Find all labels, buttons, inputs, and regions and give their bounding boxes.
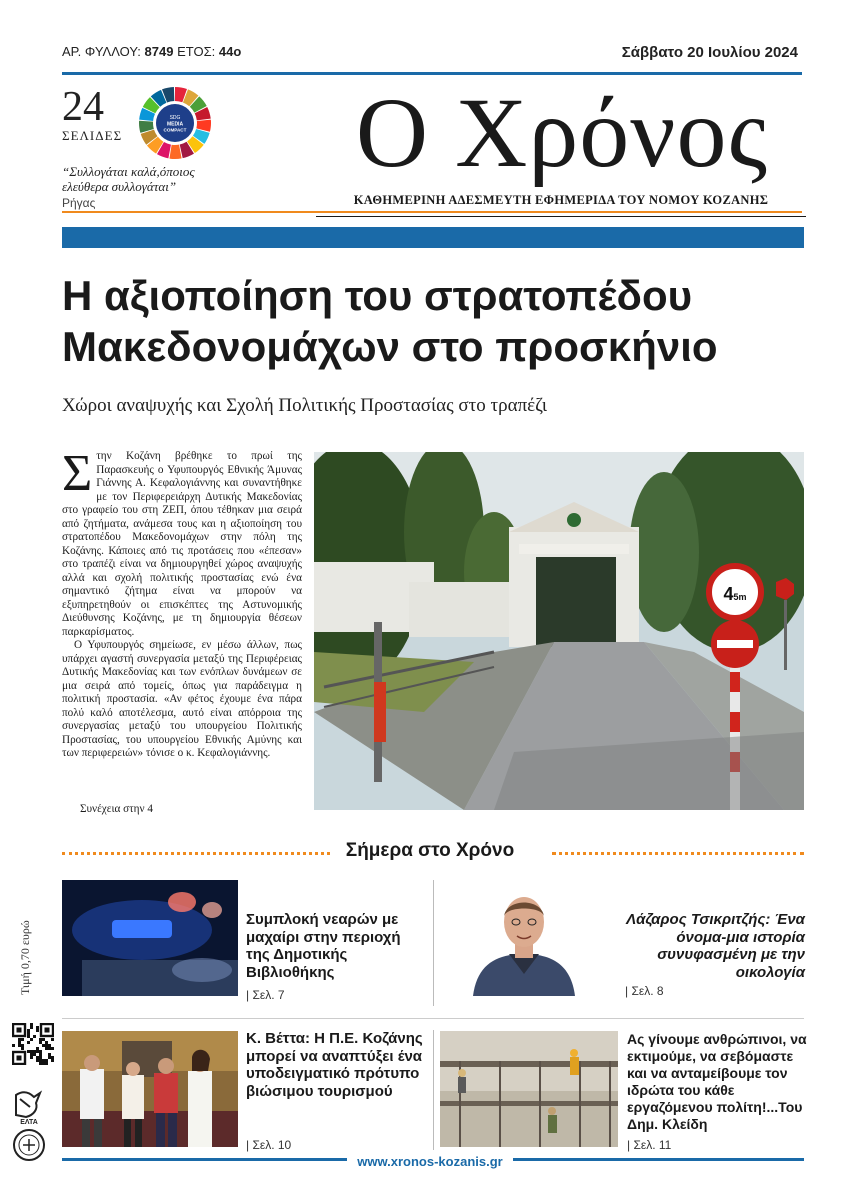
story-1-title[interactable]: Συμπλοκή νεαρών με μαχαίρι στην περιοχή της Δημοτικής Βιβλιοθήκης [246, 911, 401, 981]
price-text: Τιμή 0,70 ευρώ [18, 920, 32, 995]
height-limit-unit: 5m [733, 592, 747, 602]
story-3-title[interactable]: Κ. Βέττα: Η Π.Ε. Κοζάνης μπορεί να αναπτύξει ένα υποδειγματικό πρότυπο βιώσιμου τουρισμού [246, 1030, 423, 1100]
header-top-rule [62, 72, 802, 75]
masthead-orange-rule [62, 211, 802, 213]
lead-headline[interactable]: Η αξιοποίηση του στρατοπέδου Μακεδονομάχων στο προσκήνιο [62, 272, 718, 370]
qr-cell [27, 1032, 30, 1035]
story-2-title[interactable]: Λάζαρος Τσικριτζής: Ένα όνομα-μια ιστορία συνυφασμένη με την οικολογία [626, 911, 805, 981]
story-4-title[interactable]: Ας γίνουμε ανθρώπινοι, να εκτιμούμε, να σεβόμαστε και να ανταμείβουμε τον ιδρώτα του κάθε εργαζόμενου πολίτη!...Του Δημ. Κλείδη [627, 1031, 807, 1132]
qr-cell [30, 1050, 33, 1053]
header-blue-band [62, 227, 804, 248]
footer-website [0, 1153, 860, 1171]
sdg-segment [169, 145, 181, 159]
qr-cell [18, 1041, 21, 1044]
qr-cell [45, 1041, 48, 1044]
story-4-page: | Σελ. 11 [627, 1138, 672, 1152]
lead-paragraph-1-text: την Κοζάνη βρέθηκε το πρωί της Παρασκευής ο Υφυπουργός Εθνικής Άμυνας Γιάννης Α. Κεφαλογιάννης και συναντήθηκε με τον Περιφερειάρχη Δυτικής Μακεδονίας στο γραφείο του στη ΖΕΠ, όπου τέθηκαν μια σειρά από ζητήματα, ανάμεσα τους και η αξιοποίηση του στρατοπέδου Μακεδονομάχων στην πόλη της Κοζάνης. Κάποιες από τις προτάσεις που «έπεσαν» στο τραπέζι είναι να δημιουργηθεί χώρος αναψυχής αλλά και σχολή πολιτικής προστασίας ενώ ένα σημαντικό ζήτημα είναι να μπορούν να εξυπηρετηθούν οι επισκέπτες της Αστυνομικής Διεύθυνσης Κοζάνης, με τη δημιουργία θέσεων παρκαρίσματος. [62, 450, 302, 638]
qr-cell [27, 1050, 30, 1053]
elta-text: ΕΛΤΑ [20, 1119, 38, 1125]
issue-date: Σάββατο 20 Ιουλίου 2024 [621, 44, 798, 61]
qr-cell [18, 1038, 21, 1041]
masthead-black-rule [316, 216, 806, 217]
qr-cell [30, 1053, 33, 1056]
qr-cell [21, 1038, 24, 1041]
qr-cell [36, 1059, 39, 1062]
qr-cell [33, 1035, 36, 1038]
qr-cell [33, 1053, 36, 1056]
qr-cell [39, 1059, 42, 1062]
qr-cell [51, 1047, 54, 1050]
height-limit-value: 4 [723, 584, 734, 604]
qr-cell [21, 1044, 24, 1047]
qr-cell [33, 1050, 36, 1053]
story-3-page: | Σελ. 10 [246, 1138, 292, 1152]
pages-label: ΣΕΛΙΔΕΣ [62, 128, 123, 143]
dropcap-letter: Σ [62, 445, 93, 502]
qr-cell [42, 1062, 45, 1065]
lead-paragraph-1 [62, 445, 302, 639]
qr-cell [48, 1044, 51, 1047]
qr-code-icon[interactable] [12, 1023, 54, 1065]
qr-cell [36, 1056, 39, 1059]
qr-cell [42, 1044, 45, 1047]
qr-cell [39, 1038, 42, 1041]
qr-cell [51, 1038, 54, 1041]
qr-cell [39, 1062, 42, 1065]
lead-article-body [62, 445, 302, 761]
story-2-photo-portrait[interactable] [463, 882, 585, 996]
sdg-text-3: COMPACT [163, 127, 187, 133]
qr-cell [48, 1047, 51, 1050]
qr-cell [30, 1023, 33, 1026]
qr-cell [27, 1029, 30, 1032]
price-label [16, 905, 36, 995]
qr-cell [45, 1062, 48, 1065]
story-2-page: | Σελ. 8 [625, 984, 664, 998]
qr-cell [42, 1038, 45, 1041]
header-quote: “Συλλογάται καλά,όποιος ελεύθερα συλλογάται” [62, 164, 195, 194]
qr-cell [42, 1059, 45, 1062]
qr-cell [45, 1047, 48, 1050]
issue-label: ΑΡ. ΦΥΛΛΟΥ: [62, 44, 141, 59]
continue-link[interactable]: Συνέχεια στην 4 [80, 803, 153, 815]
sdg-text-2: MEDIA [166, 121, 184, 128]
pages-count: 24 [62, 84, 104, 130]
qr-cell [51, 1059, 54, 1062]
qr-cell [36, 1050, 39, 1053]
qr-cell [48, 1056, 51, 1059]
year-number: 44ο [218, 44, 242, 59]
qr-cell [21, 1047, 24, 1050]
elta-postal-logo [12, 1085, 46, 1125]
year-label: ΕΤΟΣ: [177, 44, 216, 59]
qr-cell [27, 1035, 30, 1038]
lead-photo-camp-entrance[interactable] [314, 452, 804, 810]
story-1-photo-police-lights[interactable] [62, 880, 238, 996]
issue-number: 8749 [144, 44, 174, 59]
qr-cell [18, 1044, 21, 1047]
today-divider-top [433, 880, 434, 1006]
qr-cell [36, 1047, 39, 1050]
qr-cell [36, 1026, 39, 1029]
masthead-tagline: ΚΑΘΗΜΕΡΙΝΗ ΑΔΕΣΜΕΥΤΗ ΕΦΗΜΕΡΙΔΑ ΤΟΥ ΝΟΜΟΥ ΚΟΖΑΝΗΣ [353, 193, 769, 207]
today-divider-bottom [433, 1030, 434, 1150]
sdg-text-1: SDG [169, 115, 181, 121]
story-1-page: | Σελ. 7 [246, 988, 285, 1002]
qr-cell [45, 1059, 48, 1062]
qr-cell [30, 1038, 33, 1041]
sdg-media-compact-logo [138, 86, 212, 160]
qr-cell [30, 1056, 33, 1059]
qr-cell [30, 1026, 33, 1029]
qr-cell [39, 1041, 42, 1044]
masthead-title: Ο Χρόνος [355, 77, 769, 188]
website-link[interactable]: www.xronos-kozanis.gr [347, 1154, 512, 1169]
qr-cell [45, 1044, 48, 1047]
lead-subtitle: Χώροι αναψυχής και Σχολή Πολιτικής Προστασίας στο τραπέζι [62, 395, 548, 416]
quote-author: Ρήγας [62, 196, 96, 210]
qr-cell [39, 1056, 42, 1059]
section-dots-right [552, 852, 804, 855]
lead-paragraph-2: Ο Υφυπουργός σημείωσε, εν μέσω άλλων, πως υπάρχει αγαστή συνεργασία μεταξύ της Περιφέρειας Δυτικής Μακεδονίας και των ενόπλων δυνάμεων σε μια σειρά από τομείς, όπως για παράδειγμα η πολιτική προστασία. «Αν φέτος έχουμε ένα πάρα πολύ καλό αποτέλεσμα, αυτό είναι απόρροια της συνεργασίας μεταξύ του υπουργείου Πολιτικής Προστασίας, του υπουργείου Εθνικής Αμύνης και των περιφερειών» τόνισε ο κ. Κεφαλογιάννης. [62, 639, 302, 759]
story-4-photo-workers[interactable] [440, 1031, 618, 1147]
qr-cell [36, 1029, 39, 1032]
story-3-photo-meeting[interactable] [62, 1031, 238, 1147]
today-section-title: Σήμερα στο Χρόνο [345, 840, 515, 861]
qr-cell [39, 1053, 42, 1056]
qr-cell [12, 1044, 15, 1047]
issue-info [62, 44, 241, 59]
qr-cell [39, 1050, 42, 1053]
qr-cell [48, 1053, 51, 1056]
qr-cell [27, 1041, 30, 1044]
today-divider-middle [62, 1018, 804, 1019]
qr-cell [51, 1056, 54, 1059]
